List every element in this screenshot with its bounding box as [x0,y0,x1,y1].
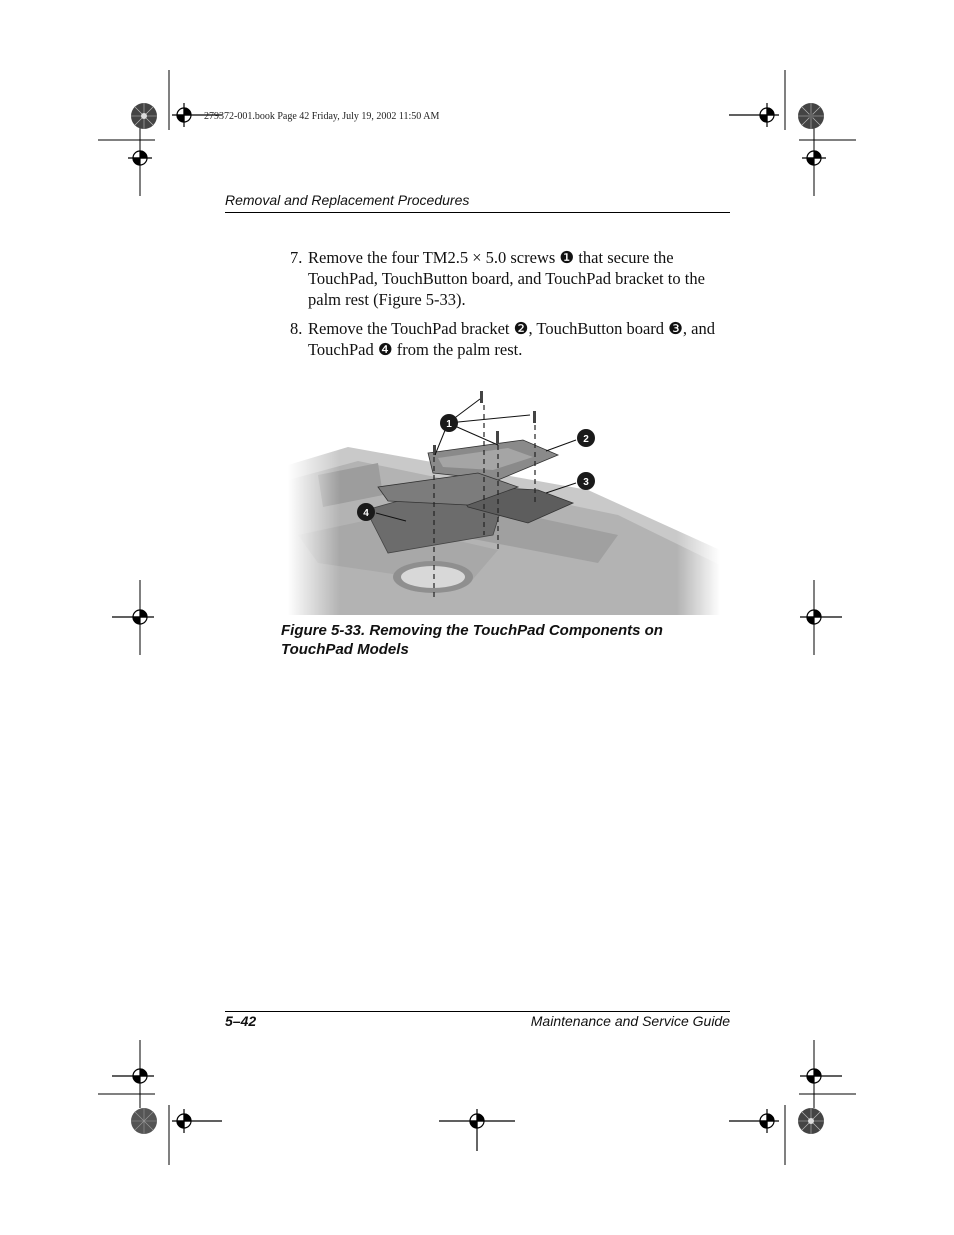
step-line: TouchPad ❹ from the palm rest. [308,340,523,359]
footer-rule [225,1011,730,1012]
caption-line: TouchPad Models [281,641,409,658]
step-line: palm rest (Figure 5-33). [308,290,466,309]
figure-caption [281,621,721,659]
step-number: 8. [290,319,303,338]
guide-title: Maintenance and Service Guide [530,1013,730,1029]
touchpad-exploded-figure [288,385,720,615]
step-line: Remove the TouchPad bracket ❷, TouchButton board ❸, and [308,319,715,338]
printer-slug: 279372-001.book Page 42 Friday, July 19, 2002 11:50 AM [204,111,440,122]
running-head: Removal and Replacement Procedures [225,192,470,208]
step-8 [290,318,730,360]
step-7 [290,247,730,310]
step-line: TouchPad, TouchButton board, and TouchPad bracket to the [308,269,705,288]
header-rule [225,212,730,213]
page-number: 5–42 [225,1013,257,1029]
step-line: Remove the four TM2.5 × 5.0 screws ❶ that secure the [308,248,674,267]
step-number: 7. [290,248,303,267]
caption-line: Figure 5-33. Removing the TouchPad Components on [281,622,663,639]
